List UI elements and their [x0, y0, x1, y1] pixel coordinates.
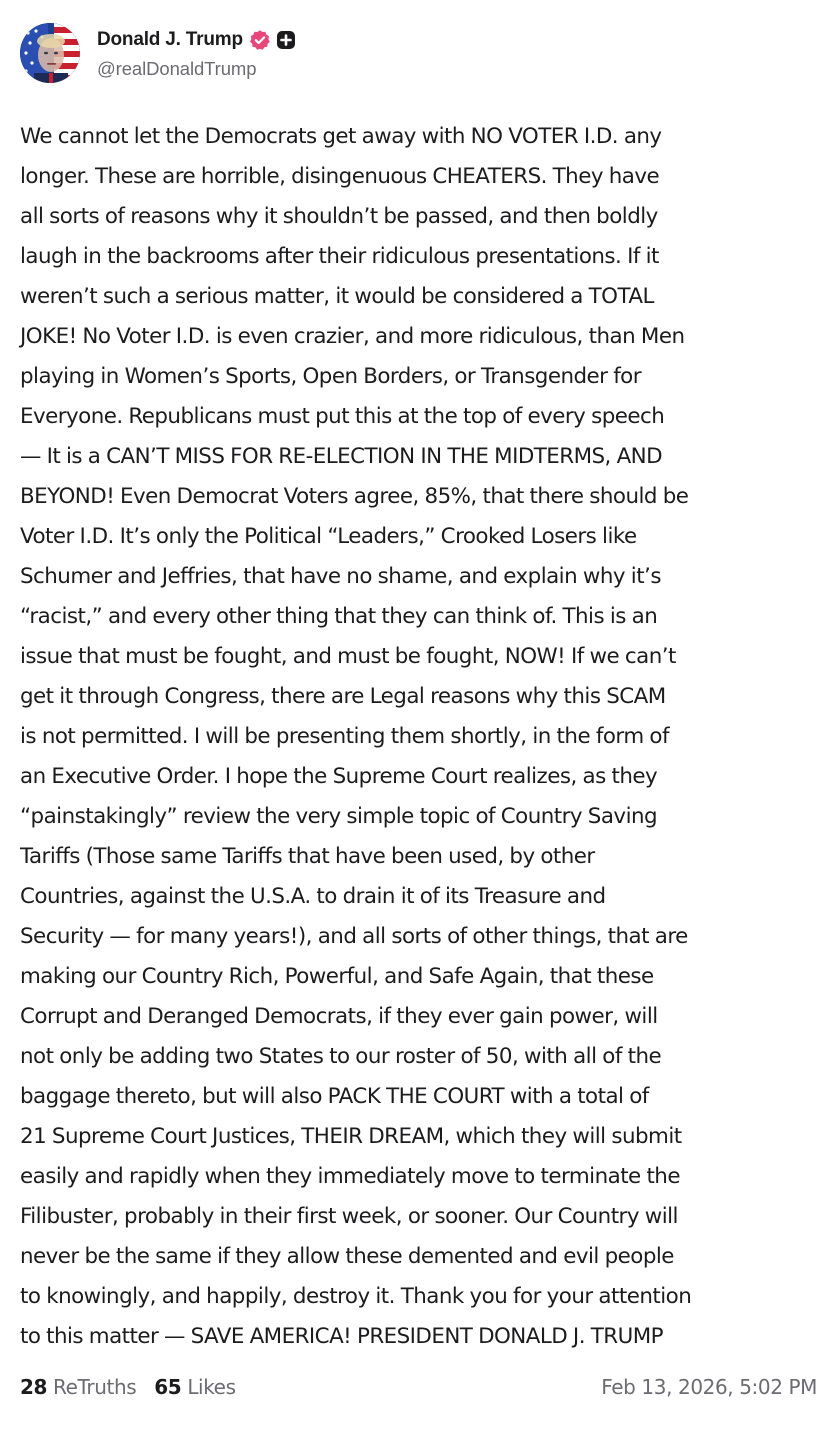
post-line: Everyone. Republicans must put this at the top of every speech	[20, 404, 665, 429]
post-line: 21 Supreme Court Justices, THEIR DREAM, which they will submit	[20, 1124, 682, 1149]
post-timestamp[interactable]: Feb 13, 2026, 5:02 PM	[601, 1375, 817, 1399]
post-line: making our Country Rich, Powerful, and Safe Again, that these	[20, 964, 654, 989]
retruths-count: 28	[20, 1375, 48, 1399]
post-line: playing in Women’s Sports, Open Borders, or Transgender for	[20, 364, 641, 389]
post-line: Schumer and Jeffries, that have no shame, and explain why it’s	[20, 564, 661, 589]
name-row	[97, 24, 296, 56]
post-body	[20, 117, 825, 1357]
post-line: easily and rapidly when they immediately move to terminate the	[20, 1164, 680, 1189]
post-line: all sorts of reasons why it shouldn’t be passed, and then boldly	[20, 204, 658, 229]
post-header	[20, 22, 296, 84]
post-line: get it through Congress, there are Legal reasons why this SCAM	[20, 684, 666, 709]
post-line: weren’t such a serious matter, it would be considered a TOTAL	[20, 284, 654, 309]
post-line: is not permitted. I will be presenting them shortly, in the form of	[20, 724, 669, 749]
post-line: issue that must be fought, and must be fought, NOW! If we can’t	[20, 644, 676, 669]
post-line: never be the same if they allow these demented and evil people	[20, 1244, 674, 1269]
post-line: We cannot let the Democrats get away with NO VOTER I.D. any	[20, 124, 662, 149]
post-line: — It is a CAN’T MISS FOR RE-ELECTION IN THE MIDTERMS, AND	[20, 444, 663, 469]
post-line: an Executive Order. I hope the Supreme Court realizes, as they	[20, 764, 658, 789]
post-line: to this matter — SAVE AMERICA! PRESIDENT DONALD J. TRUMP	[20, 1324, 663, 1349]
post-line: longer. These are horrible, disingenuous CHEATERS. They have	[20, 164, 660, 189]
post-line: BEYOND! Even Democrat Voters agree, 85%, that there should be	[20, 484, 689, 509]
plus-badge-icon	[276, 30, 296, 50]
post-footer	[20, 1370, 817, 1404]
post-line: baggage thereto, but will also PACK THE COURT with a total of	[20, 1084, 649, 1109]
post-line: not only be adding two States to our roster of 50, with all of the	[20, 1044, 662, 1069]
post-line: Tariffs (Those same Tariffs that have been used, by other	[20, 844, 595, 869]
verified-badge-icon	[249, 29, 271, 51]
post-line: laugh in the backrooms after their ridiculous presentations. If it	[20, 244, 659, 269]
user-handle[interactable]: @realDonaldTrump	[97, 58, 257, 79]
retruths-stat[interactable]	[20, 1375, 136, 1399]
post-line: “painstakingly” review the very simple topic of Country Saving	[20, 804, 658, 829]
post-line: Voter I.D. It’s only the Political “Leaders,” Crooked Losers like	[20, 524, 637, 549]
post-line: Filibuster, probably in their first week, or sooner. Our Country will	[20, 1204, 678, 1229]
post-stats	[20, 1375, 236, 1399]
post-line: JOKE! No Voter I.D. is even crazier, and more ridiculous, than Men	[20, 324, 685, 349]
avatar[interactable]	[20, 23, 80, 83]
author-info	[97, 24, 296, 80]
retruths-label: ReTruths	[53, 1375, 137, 1399]
post-line: to knowingly, and happily, destroy it. Thank you for your attention	[20, 1284, 692, 1309]
post-line: “racist,” and every other thing that they can think of. This is an	[20, 604, 658, 629]
post-line: Security — for many years!), and all sorts of other things, that are	[20, 924, 688, 949]
likes-label: Likes	[187, 1375, 236, 1399]
display-name[interactable]: Donald J. Trump	[97, 29, 243, 50]
likes-count: 65	[154, 1375, 182, 1399]
post-line: Countries, against the U.S.A. to drain it of its Treasure and	[20, 884, 606, 909]
post-line: Corrupt and Deranged Democrats, if they ever gain power, will	[20, 1004, 658, 1029]
avatar-image	[20, 23, 80, 83]
likes-stat[interactable]	[154, 1375, 235, 1399]
